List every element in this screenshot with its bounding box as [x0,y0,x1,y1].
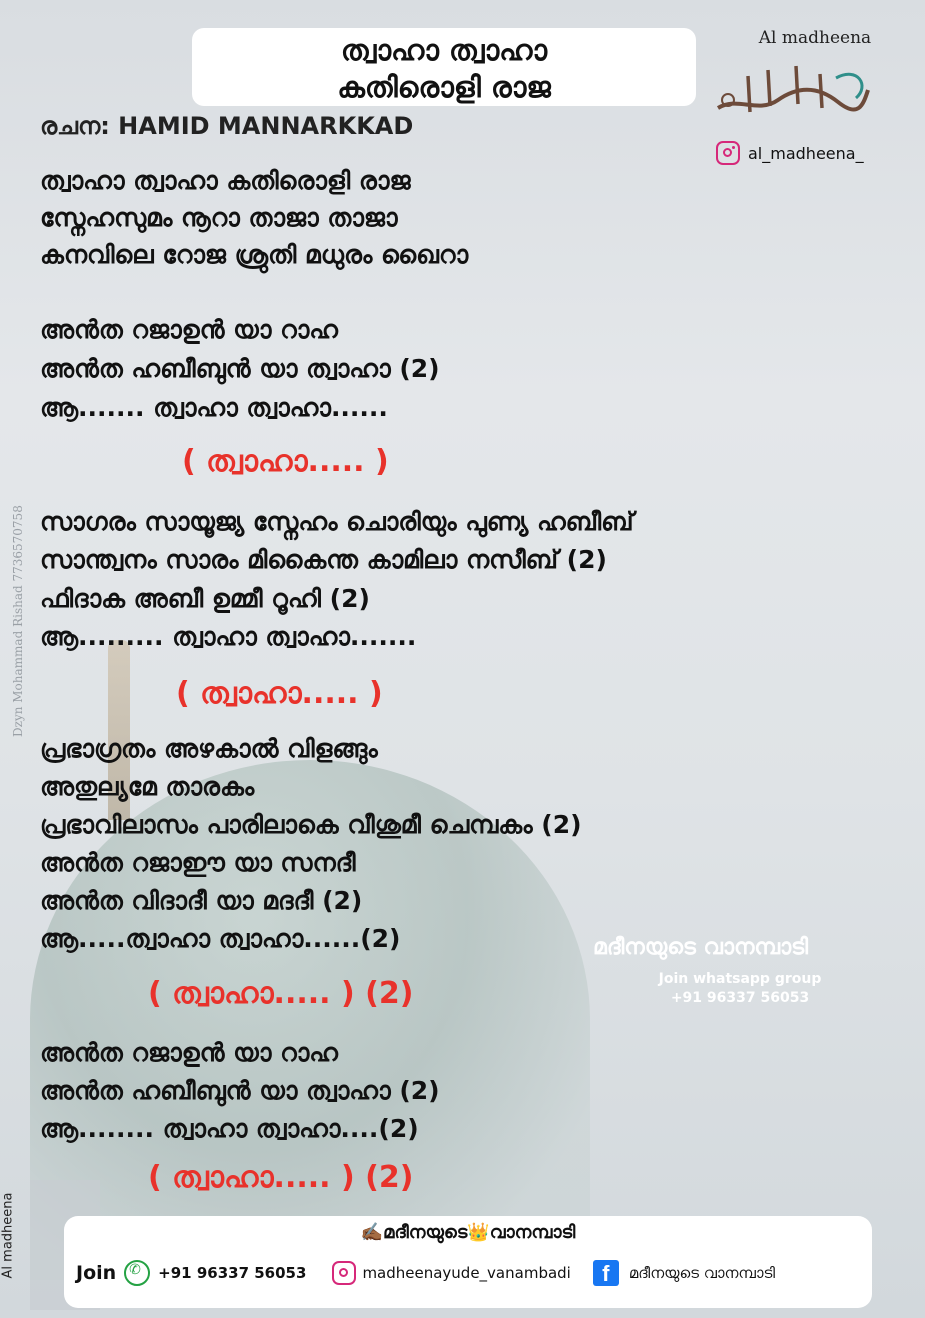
lyric-line: സാന്ത്വനം സാരം മികൈന്ത കാമിലാ നസീബ് (2) [40,545,607,574]
title-line-1: ത്വാഹാ ത്വാഹാ [340,33,548,67]
lyric-line: സ്നേഹസുമം നൂറാ താജാ താജാ [40,203,398,232]
watermark-join-text: Join whatsapp group [658,971,822,987]
brand-name: Al madheena [758,28,872,48]
lyric-line: പ്രഭാഗ്രതം അഴകാൽ വിളങ്ങും [40,734,378,763]
lyric-line: അതുല്യമേ താരകം [40,772,255,801]
lyric-line: ആ....... ത്വാഹാ ത്വാഹാ...... [40,393,388,422]
lyric-line: സാഗരം സായൂജ്യ സ്നേഹം ചൊരിയും പുണ്യ ഹബീബ് [40,507,634,536]
instagram-icon [716,141,740,165]
brand-instagram[interactable] [716,140,864,166]
lyric-line: അൻത ഹബീബുൻ യാ ത്വാഹാ (2) [40,354,440,383]
title-card [192,28,696,106]
instagram-handle[interactable]: madheenayude_vanambadi [362,1264,571,1282]
lyric-line: അൻത റജാഉൻ യാ റാഹ [40,315,338,344]
lyric-line: അൻത ഹബീബുൻ യാ ത്വാഹാ (2) [40,1076,440,1105]
lyric-line: ഫിദാക അബീ ഉമ്മീ റൂഹി (2) [40,584,370,613]
lyric-line: അൻത റജാഉൻ യാ റാഹ [40,1038,338,1067]
instagram-icon[interactable] [332,1261,356,1285]
author-credit: രചന: HAMID MANNARKKAD [40,112,414,140]
watermark-title: മദീനയുടെ വാനമ്പാടി [593,935,809,960]
lyric-line: അൻത റജാഈ യാ സനദീ [40,848,356,877]
whatsapp-number[interactable]: +91 96337 56053 [158,1264,307,1282]
watermark-phone: +91 96337 56053 [670,990,810,1006]
whatsapp-icon[interactable] [124,1260,150,1286]
lyric-line: ആ........ ത്വാഹാ ത്വാഹാ....(2) [40,1114,419,1143]
lyric-line: ആ......... ത്വാഹാ ത്വാഹാ....... [40,622,417,651]
side-brand: Al madheena [0,1192,16,1279]
lyric-line: ത്വാഹാ ത്വാഹാ കതിരൊളി രാജ [40,166,411,195]
calligraphy-logo [708,56,876,126]
footer-contacts [76,1260,775,1286]
footer-heading: ✍🏾മദീനയുടെ👑വാനമ്പാടി [360,1222,576,1243]
chorus-line: ( ത്വാഹാ..... ) (2) [148,1160,414,1195]
designer-credit: Dzyn Mohammad Rishad 7736570758 [11,505,25,737]
brand-instagram-handle: al_madheena_ [748,143,864,163]
facebook-page[interactable]: മദീനയുടെ വാനമ്പാടി [628,1264,776,1282]
watermark-join [600,970,880,1008]
lyric-line: പ്രഭാവിലാസം പാരിലാകെ വീശുമീ ചെമ്പകം (2) [40,810,582,839]
facebook-icon[interactable]: f [593,1260,619,1286]
lyric-line: കനവിലെ റോജ ശ്രുതി മധുരം ഖൈറാ [40,240,469,269]
chorus-line: ( ത്വാഹാ..... ) [176,676,383,711]
lyric-line: അൻത വിദാദീ യാ മദദീ (2) [40,886,363,915]
chorus-line: ( ത്വാഹാ..... ) (2) [148,976,414,1011]
title-line-2: കതിരൊളി രാജ [337,70,551,104]
footer-card [64,1216,872,1308]
chorus-line: ( ത്വാഹാ..... ) [182,444,389,479]
lyric-line: ആ.....ത്വാഹാ ത്വാഹാ......(2) [40,924,401,953]
join-label: Join [76,1262,117,1284]
